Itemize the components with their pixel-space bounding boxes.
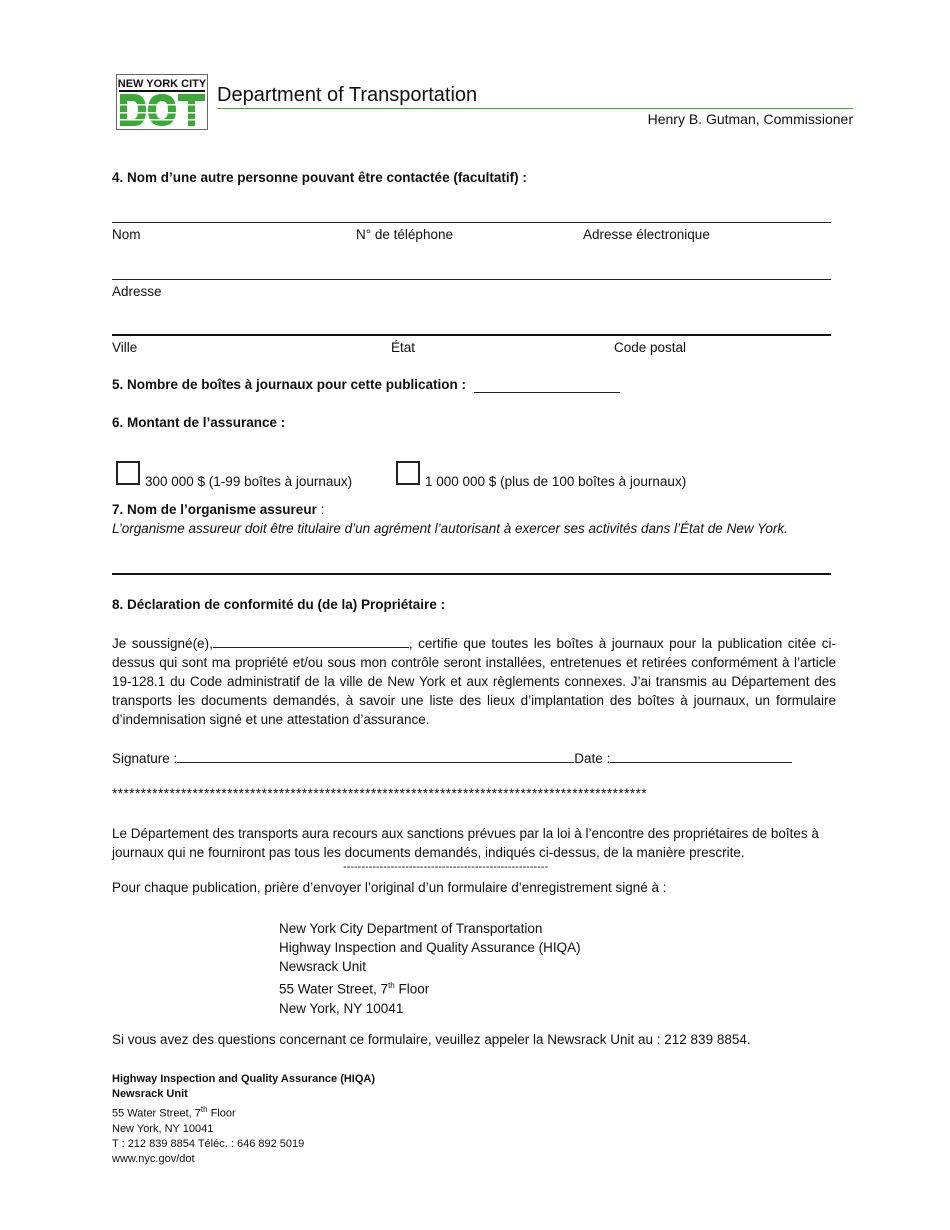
footer-line1: Highway Inspection and Quality Assurance (HIQA) <box>112 1073 376 1085</box>
svg-text:NEW YORK CITY: NEW YORK CITY <box>117 78 207 90</box>
footer-line2: Newsrack Unit <box>112 1088 188 1100</box>
insurance-option2-label: 1 000 000 $ (plus de 100 boîtes à journaux) <box>425 474 687 489</box>
star-separator: ********************************************************************************************* <box>112 786 648 801</box>
footer-website-link[interactable]: www.nyc.gov/dot <box>112 1152 195 1165</box>
signature-field[interactable] <box>177 748 574 763</box>
insurance-option2-checkbox[interactable] <box>396 461 420 485</box>
footer-line5: T : 212 839 8854 Téléc. : 646 892 5019 <box>112 1137 305 1150</box>
contact-city-line[interactable] <box>112 334 831 336</box>
header-green-rule <box>217 108 853 109</box>
label-code-postal: Code postal <box>614 340 687 355</box>
footer-line4: New York, NY 10041 <box>112 1122 214 1135</box>
label-nom: Nom <box>112 227 141 242</box>
insurance-option1-checkbox[interactable] <box>116 461 140 485</box>
section7-note: L’organisme assureur doit être titulaire d’un agrément l’autorisant à exercer ses activités dans l’État de New York. <box>112 521 788 536</box>
mailing-address-line4: 55 Water Street, 7th Floor <box>279 981 430 997</box>
mailing-address-line2: Highway Inspection and Quality Assurance (HIQA) <box>279 940 581 955</box>
declaration-intro: Je soussigné(e), <box>112 636 213 651</box>
declaration-body: , certifie que toutes les boîtes à journaux pour la publication citée ci-dessus qui sont ma propriété et/ou sous mon contrôle seront installées, entretenues et retirées conformément à l’article 19-128.1 du Code administratif de la ville de New York et aux règlements connexes. J’ai transmis au Département des transports les documents demandés, à savoir une liste des lieux d’implantation des boîtes à journaux, un formulaire d’indemnisation signé et une attestation d’assurance. <box>112 636 836 727</box>
label-etat: État <box>391 340 416 355</box>
mailing-address-line5: New York, NY 10041 <box>279 1000 404 1016</box>
commissioner-name: Henry B. Gutman, Commissioner <box>647 111 853 127</box>
label-adresse: Adresse <box>112 284 162 299</box>
label-telephone: N° de téléphone <box>356 227 453 242</box>
department-title: Department of Transportation <box>217 84 478 106</box>
sanctions-notice: Le Département des transports aura recours aux sanctions prévues par la loi à l’encontre des propriétaires de boîtes à journaux qui ne fourniront pas tous les documents demandés, indiqués ci-dessus, de la manière prescrite. <box>112 826 819 860</box>
insurer-name-line[interactable] <box>112 573 831 575</box>
section4-title: 4. Nom d’une autre personne pouvant être contactée (facultatif) : <box>112 170 527 185</box>
insurance-option1-label: 300 000 $ (1-99 boîtes à journaux) <box>145 474 353 489</box>
nyc-dot-logo <box>116 74 208 130</box>
label-ville: Ville <box>112 340 138 355</box>
signature-row <box>112 748 792 766</box>
date-label: Date : <box>574 751 611 766</box>
declaration-paragraph <box>112 633 836 729</box>
newsrack-count-field[interactable] <box>474 392 620 393</box>
send-to-text: Pour chaque publication, prière d’envoyer l’original d’un formulaire d’enregistrement signé à : <box>112 880 667 895</box>
contact-name-line[interactable] <box>112 222 831 223</box>
footer-contact <box>112 1072 375 1167</box>
owner-name-field[interactable] <box>213 633 409 648</box>
section6-title: 6. Montant de l’assurance : <box>112 415 286 430</box>
label-email: Adresse électronique <box>583 227 710 242</box>
mailing-address <box>279 919 581 1018</box>
mailing-address-line3: Newsrack Unit <box>279 959 367 974</box>
section7-title-row <box>112 502 324 517</box>
questions-text: Si vous avez des questions concernant ce formulaire, veuillez appeler la Newsrack Unit au : 212 839 8854. <box>112 1032 751 1047</box>
section7-title: 7. Nom de l’organisme assureur <box>112 502 317 517</box>
section7-colon: : <box>316 502 325 517</box>
signature-label: Signature : <box>112 751 178 766</box>
footer-line3: 55 Water Street, 7th Floor <box>112 1105 236 1120</box>
dash-separator: -------------------------------------------------------- <box>343 861 549 873</box>
date-field[interactable] <box>610 748 792 763</box>
section8-title: 8. Déclaration de conformité du (de la) Propriétaire : <box>112 597 446 612</box>
mailing-address-line1: New York City Department of Transportation <box>279 921 543 936</box>
section5-title: 5. Nombre de boîtes à journaux pour cette publication : <box>112 377 467 392</box>
contact-address-line[interactable] <box>112 279 831 280</box>
